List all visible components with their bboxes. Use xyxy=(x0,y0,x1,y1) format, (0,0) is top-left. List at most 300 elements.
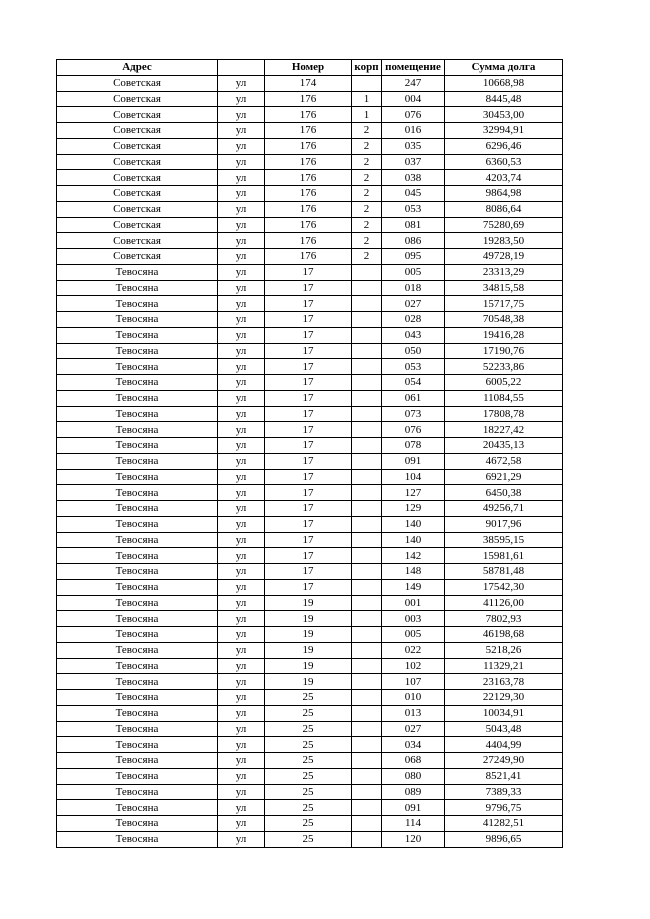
table-row xyxy=(57,753,563,769)
cell-house-number: 174 xyxy=(265,75,352,91)
cell-street-type: ул xyxy=(218,485,265,501)
cell-street: Тевосяна xyxy=(57,627,218,643)
cell-house-number: 17 xyxy=(265,406,352,422)
cell-apartment: 035 xyxy=(382,138,445,154)
cell-street-type: ул xyxy=(218,359,265,375)
cell-street: Тевосяна xyxy=(57,721,218,737)
cell-building xyxy=(352,485,382,501)
table-row xyxy=(57,438,563,454)
cell-street: Советская xyxy=(57,249,218,265)
debt-table xyxy=(56,59,563,848)
cell-street-type: ул xyxy=(218,674,265,690)
cell-building xyxy=(352,579,382,595)
cell-building xyxy=(352,721,382,737)
table-row xyxy=(57,737,563,753)
table-row xyxy=(57,75,563,91)
cell-house-number: 17 xyxy=(265,343,352,359)
cell-house-number: 19 xyxy=(265,595,352,611)
cell-debt-amount: 27249,90 xyxy=(445,753,563,769)
cell-debt-amount: 20435,13 xyxy=(445,438,563,454)
cell-house-number: 25 xyxy=(265,768,352,784)
cell-debt-amount: 9017,96 xyxy=(445,516,563,532)
cell-building xyxy=(352,312,382,328)
cell-building xyxy=(352,296,382,312)
cell-street-type: ул xyxy=(218,154,265,170)
cell-debt-amount: 41126,00 xyxy=(445,595,563,611)
cell-street: Тевосяна xyxy=(57,327,218,343)
cell-street: Тевосяна xyxy=(57,737,218,753)
cell-apartment: 127 xyxy=(382,485,445,501)
cell-apartment: 001 xyxy=(382,595,445,611)
cell-apartment: 037 xyxy=(382,154,445,170)
cell-debt-amount: 30453,00 xyxy=(445,107,563,123)
table-row xyxy=(57,532,563,548)
cell-debt-amount: 46198,68 xyxy=(445,627,563,643)
cell-house-number: 176 xyxy=(265,154,352,170)
cell-street: Советская xyxy=(57,107,218,123)
table-row xyxy=(57,831,563,847)
table-row xyxy=(57,359,563,375)
cell-building: 2 xyxy=(352,217,382,233)
cell-street-type: ул xyxy=(218,831,265,847)
table-row xyxy=(57,422,563,438)
cell-apartment: 003 xyxy=(382,611,445,627)
cell-house-number: 17 xyxy=(265,390,352,406)
table-row xyxy=(57,674,563,690)
cell-building xyxy=(352,532,382,548)
cell-street-type: ул xyxy=(218,375,265,391)
cell-street: Тевосяна xyxy=(57,784,218,800)
cell-house-number: 25 xyxy=(265,721,352,737)
cell-street-type: ул xyxy=(218,327,265,343)
cell-debt-amount: 15981,61 xyxy=(445,548,563,564)
cell-apartment: 073 xyxy=(382,406,445,422)
cell-debt-amount: 11329,21 xyxy=(445,658,563,674)
cell-street-type: ул xyxy=(218,233,265,249)
cell-street-type: ул xyxy=(218,280,265,296)
cell-house-number: 176 xyxy=(265,233,352,249)
cell-apartment: 061 xyxy=(382,390,445,406)
cell-house-number: 25 xyxy=(265,690,352,706)
table-row xyxy=(57,658,563,674)
table-row xyxy=(57,705,563,721)
cell-debt-amount: 10034,91 xyxy=(445,705,563,721)
cell-building xyxy=(352,674,382,690)
cell-building xyxy=(352,737,382,753)
cell-building xyxy=(352,422,382,438)
cell-apartment: 091 xyxy=(382,800,445,816)
cell-debt-amount: 6005,22 xyxy=(445,375,563,391)
cell-apartment: 016 xyxy=(382,123,445,139)
cell-house-number: 19 xyxy=(265,611,352,627)
cell-street-type: ул xyxy=(218,595,265,611)
cell-apartment: 114 xyxy=(382,816,445,832)
cell-street: Тевосяна xyxy=(57,312,218,328)
cell-house-number: 17 xyxy=(265,579,352,595)
cell-house-number: 176 xyxy=(265,217,352,233)
cell-building xyxy=(352,564,382,580)
header-street-type xyxy=(218,60,265,76)
cell-street: Тевосяна xyxy=(57,532,218,548)
table-row xyxy=(57,280,563,296)
cell-debt-amount: 17190,76 xyxy=(445,343,563,359)
cell-street-type: ул xyxy=(218,186,265,202)
cell-apartment: 054 xyxy=(382,375,445,391)
cell-building xyxy=(352,469,382,485)
cell-apartment: 034 xyxy=(382,737,445,753)
cell-debt-amount: 8521,41 xyxy=(445,768,563,784)
cell-building: 2 xyxy=(352,138,382,154)
cell-debt-amount: 34815,58 xyxy=(445,280,563,296)
cell-street-type: ул xyxy=(218,705,265,721)
cell-street: Тевосяна xyxy=(57,595,218,611)
cell-street: Тевосяна xyxy=(57,359,218,375)
cell-street-type: ул xyxy=(218,532,265,548)
cell-street-type: ул xyxy=(218,91,265,107)
table-row xyxy=(57,784,563,800)
cell-apartment: 013 xyxy=(382,705,445,721)
cell-debt-amount: 58781,48 xyxy=(445,564,563,580)
cell-debt-amount: 18227,42 xyxy=(445,422,563,438)
cell-building: 2 xyxy=(352,154,382,170)
cell-debt-amount: 4404,99 xyxy=(445,737,563,753)
cell-building xyxy=(352,359,382,375)
cell-debt-amount: 19283,50 xyxy=(445,233,563,249)
header-house-number: Номер xyxy=(265,60,352,76)
table-row xyxy=(57,627,563,643)
cell-house-number: 17 xyxy=(265,532,352,548)
cell-apartment: 050 xyxy=(382,343,445,359)
cell-apartment: 028 xyxy=(382,312,445,328)
cell-street: Тевосяна xyxy=(57,753,218,769)
cell-street: Тевосяна xyxy=(57,422,218,438)
cell-street: Советская xyxy=(57,233,218,249)
cell-debt-amount: 52233,86 xyxy=(445,359,563,375)
cell-debt-amount: 75280,69 xyxy=(445,217,563,233)
table-row xyxy=(57,595,563,611)
cell-street-type: ул xyxy=(218,753,265,769)
cell-house-number: 176 xyxy=(265,107,352,123)
cell-debt-amount: 15717,75 xyxy=(445,296,563,312)
cell-street: Тевосяна xyxy=(57,768,218,784)
cell-debt-amount: 7389,33 xyxy=(445,784,563,800)
cell-debt-amount: 32994,91 xyxy=(445,123,563,139)
cell-street: Тевосяна xyxy=(57,690,218,706)
table-row xyxy=(57,642,563,658)
cell-debt-amount: 9796,75 xyxy=(445,800,563,816)
cell-street-type: ул xyxy=(218,721,265,737)
cell-street: Тевосяна xyxy=(57,579,218,595)
cell-apartment: 089 xyxy=(382,784,445,800)
cell-house-number: 176 xyxy=(265,186,352,202)
cell-street: Тевосяна xyxy=(57,564,218,580)
cell-building xyxy=(352,816,382,832)
cell-street: Советская xyxy=(57,154,218,170)
cell-street: Тевосяна xyxy=(57,800,218,816)
table-row xyxy=(57,611,563,627)
cell-apartment: 076 xyxy=(382,107,445,123)
table-row xyxy=(57,186,563,202)
cell-house-number: 19 xyxy=(265,627,352,643)
table-row xyxy=(57,123,563,139)
cell-debt-amount: 49728,19 xyxy=(445,249,563,265)
cell-house-number: 17 xyxy=(265,327,352,343)
cell-house-number: 19 xyxy=(265,642,352,658)
table-row xyxy=(57,170,563,186)
cell-house-number: 176 xyxy=(265,201,352,217)
cell-street: Тевосяна xyxy=(57,280,218,296)
cell-street: Тевосяна xyxy=(57,296,218,312)
cell-street: Советская xyxy=(57,217,218,233)
cell-apartment: 120 xyxy=(382,831,445,847)
cell-house-number: 176 xyxy=(265,91,352,107)
cell-street: Тевосяна xyxy=(57,501,218,517)
cell-house-number: 17 xyxy=(265,453,352,469)
cell-apartment: 045 xyxy=(382,186,445,202)
cell-debt-amount: 23163,78 xyxy=(445,674,563,690)
cell-building xyxy=(352,611,382,627)
cell-building xyxy=(352,705,382,721)
cell-apartment: 078 xyxy=(382,438,445,454)
cell-street-type: ул xyxy=(218,453,265,469)
cell-building xyxy=(352,768,382,784)
cell-apartment: 104 xyxy=(382,469,445,485)
table-row xyxy=(57,154,563,170)
table-row xyxy=(57,233,563,249)
cell-street: Тевосяна xyxy=(57,516,218,532)
cell-street-type: ул xyxy=(218,138,265,154)
cell-building xyxy=(352,375,382,391)
cell-apartment: 018 xyxy=(382,280,445,296)
cell-street: Тевосяна xyxy=(57,485,218,501)
cell-street-type: ул xyxy=(218,123,265,139)
cell-street: Советская xyxy=(57,138,218,154)
table-row xyxy=(57,816,563,832)
cell-house-number: 19 xyxy=(265,674,352,690)
cell-apartment: 053 xyxy=(382,201,445,217)
cell-street: Тевосяна xyxy=(57,453,218,469)
table-row xyxy=(57,690,563,706)
cell-house-number: 17 xyxy=(265,501,352,517)
cell-debt-amount: 23313,29 xyxy=(445,264,563,280)
cell-street-type: ул xyxy=(218,627,265,643)
cell-apartment: 247 xyxy=(382,75,445,91)
cell-house-number: 176 xyxy=(265,123,352,139)
cell-debt-amount: 11084,55 xyxy=(445,390,563,406)
cell-street-type: ул xyxy=(218,800,265,816)
cell-street-type: ул xyxy=(218,249,265,265)
cell-street-type: ул xyxy=(218,564,265,580)
table-row xyxy=(57,296,563,312)
cell-house-number: 17 xyxy=(265,359,352,375)
table-row xyxy=(57,249,563,265)
cell-debt-amount: 7802,93 xyxy=(445,611,563,627)
cell-house-number: 19 xyxy=(265,658,352,674)
cell-street-type: ул xyxy=(218,768,265,784)
cell-building xyxy=(352,642,382,658)
cell-building xyxy=(352,548,382,564)
cell-debt-amount: 38595,15 xyxy=(445,532,563,548)
cell-street: Тевосяна xyxy=(57,831,218,847)
cell-street-type: ул xyxy=(218,438,265,454)
cell-building xyxy=(352,627,382,643)
table-header xyxy=(57,60,563,76)
cell-apartment: 080 xyxy=(382,768,445,784)
cell-building xyxy=(352,595,382,611)
cell-house-number: 25 xyxy=(265,784,352,800)
cell-house-number: 25 xyxy=(265,831,352,847)
cell-apartment: 005 xyxy=(382,627,445,643)
cell-apartment: 091 xyxy=(382,453,445,469)
cell-debt-amount: 70548,38 xyxy=(445,312,563,328)
cell-debt-amount: 5043,48 xyxy=(445,721,563,737)
table-row xyxy=(57,390,563,406)
cell-street-type: ул xyxy=(218,611,265,627)
cell-apartment: 005 xyxy=(382,264,445,280)
cell-building xyxy=(352,753,382,769)
cell-street: Советская xyxy=(57,170,218,186)
cell-street-type: ул xyxy=(218,516,265,532)
cell-apartment: 004 xyxy=(382,91,445,107)
cell-debt-amount: 10668,98 xyxy=(445,75,563,91)
table-row xyxy=(57,312,563,328)
cell-building xyxy=(352,784,382,800)
cell-street-type: ул xyxy=(218,264,265,280)
cell-building xyxy=(352,831,382,847)
cell-street-type: ул xyxy=(218,343,265,359)
cell-street: Тевосяна xyxy=(57,406,218,422)
cell-building xyxy=(352,690,382,706)
cell-debt-amount: 17542,30 xyxy=(445,579,563,595)
cell-house-number: 17 xyxy=(265,516,352,532)
cell-house-number: 17 xyxy=(265,438,352,454)
cell-apartment: 010 xyxy=(382,690,445,706)
cell-street-type: ул xyxy=(218,816,265,832)
table-row xyxy=(57,548,563,564)
cell-building xyxy=(352,264,382,280)
cell-building xyxy=(352,800,382,816)
cell-building xyxy=(352,390,382,406)
table-row xyxy=(57,469,563,485)
cell-street: Тевосяна xyxy=(57,705,218,721)
cell-house-number: 25 xyxy=(265,816,352,832)
cell-building xyxy=(352,280,382,296)
table-row xyxy=(57,453,563,469)
cell-street-type: ул xyxy=(218,107,265,123)
cell-debt-amount: 19416,28 xyxy=(445,327,563,343)
cell-building: 1 xyxy=(352,91,382,107)
header-row xyxy=(57,60,563,76)
table-row xyxy=(57,501,563,517)
cell-street: Советская xyxy=(57,123,218,139)
cell-apartment: 038 xyxy=(382,170,445,186)
cell-house-number: 17 xyxy=(265,296,352,312)
cell-street: Советская xyxy=(57,91,218,107)
cell-debt-amount: 4672,58 xyxy=(445,453,563,469)
cell-house-number: 25 xyxy=(265,753,352,769)
cell-building: 2 xyxy=(352,186,382,202)
cell-house-number: 17 xyxy=(265,548,352,564)
cell-apartment: 081 xyxy=(382,217,445,233)
cell-debt-amount: 9896,65 xyxy=(445,831,563,847)
header-address: Адрес xyxy=(57,60,218,76)
cell-street-type: ул xyxy=(218,642,265,658)
cell-house-number: 176 xyxy=(265,170,352,186)
cell-street: Тевосяна xyxy=(57,469,218,485)
cell-apartment: 095 xyxy=(382,249,445,265)
cell-building: 1 xyxy=(352,107,382,123)
cell-apartment: 140 xyxy=(382,532,445,548)
cell-debt-amount: 6921,29 xyxy=(445,469,563,485)
cell-street: Советская xyxy=(57,201,218,217)
cell-debt-amount: 8445,48 xyxy=(445,91,563,107)
cell-building xyxy=(352,658,382,674)
cell-building: 2 xyxy=(352,201,382,217)
table-row xyxy=(57,375,563,391)
cell-street-type: ул xyxy=(218,422,265,438)
table-row xyxy=(57,800,563,816)
cell-apartment: 068 xyxy=(382,753,445,769)
cell-house-number: 25 xyxy=(265,705,352,721)
cell-street: Тевосяна xyxy=(57,264,218,280)
cell-apartment: 076 xyxy=(382,422,445,438)
cell-street-type: ул xyxy=(218,312,265,328)
cell-building xyxy=(352,438,382,454)
cell-debt-amount: 5218,26 xyxy=(445,642,563,658)
table-row xyxy=(57,264,563,280)
cell-debt-amount: 6450,38 xyxy=(445,485,563,501)
cell-street: Тевосяна xyxy=(57,674,218,690)
cell-street-type: ул xyxy=(218,217,265,233)
cell-street-type: ул xyxy=(218,658,265,674)
cell-street: Советская xyxy=(57,186,218,202)
cell-apartment: 140 xyxy=(382,516,445,532)
cell-house-number: 25 xyxy=(265,737,352,753)
cell-street-type: ул xyxy=(218,501,265,517)
table-row xyxy=(57,91,563,107)
cell-street-type: ул xyxy=(218,75,265,91)
header-debt-amount: Сумма долга xyxy=(445,60,563,76)
cell-apartment: 053 xyxy=(382,359,445,375)
table-row xyxy=(57,343,563,359)
cell-apartment: 027 xyxy=(382,296,445,312)
header-building: корп xyxy=(352,60,382,76)
cell-street-type: ул xyxy=(218,784,265,800)
table-row xyxy=(57,768,563,784)
cell-debt-amount: 4203,74 xyxy=(445,170,563,186)
cell-building xyxy=(352,406,382,422)
cell-debt-amount: 17808,78 xyxy=(445,406,563,422)
cell-debt-amount: 9864,98 xyxy=(445,186,563,202)
cell-street-type: ул xyxy=(218,737,265,753)
table-row xyxy=(57,327,563,343)
cell-street-type: ул xyxy=(218,469,265,485)
cell-apartment: 149 xyxy=(382,579,445,595)
cell-building xyxy=(352,453,382,469)
cell-apartment: 129 xyxy=(382,501,445,517)
cell-house-number: 17 xyxy=(265,564,352,580)
cell-street: Тевосяна xyxy=(57,343,218,359)
cell-street: Тевосяна xyxy=(57,375,218,391)
header-apartment: помещение xyxy=(382,60,445,76)
cell-building: 2 xyxy=(352,170,382,186)
cell-street-type: ул xyxy=(218,201,265,217)
cell-house-number: 176 xyxy=(265,138,352,154)
cell-street-type: ул xyxy=(218,690,265,706)
table-row xyxy=(57,564,563,580)
cell-apartment: 086 xyxy=(382,233,445,249)
cell-street: Тевосяна xyxy=(57,390,218,406)
